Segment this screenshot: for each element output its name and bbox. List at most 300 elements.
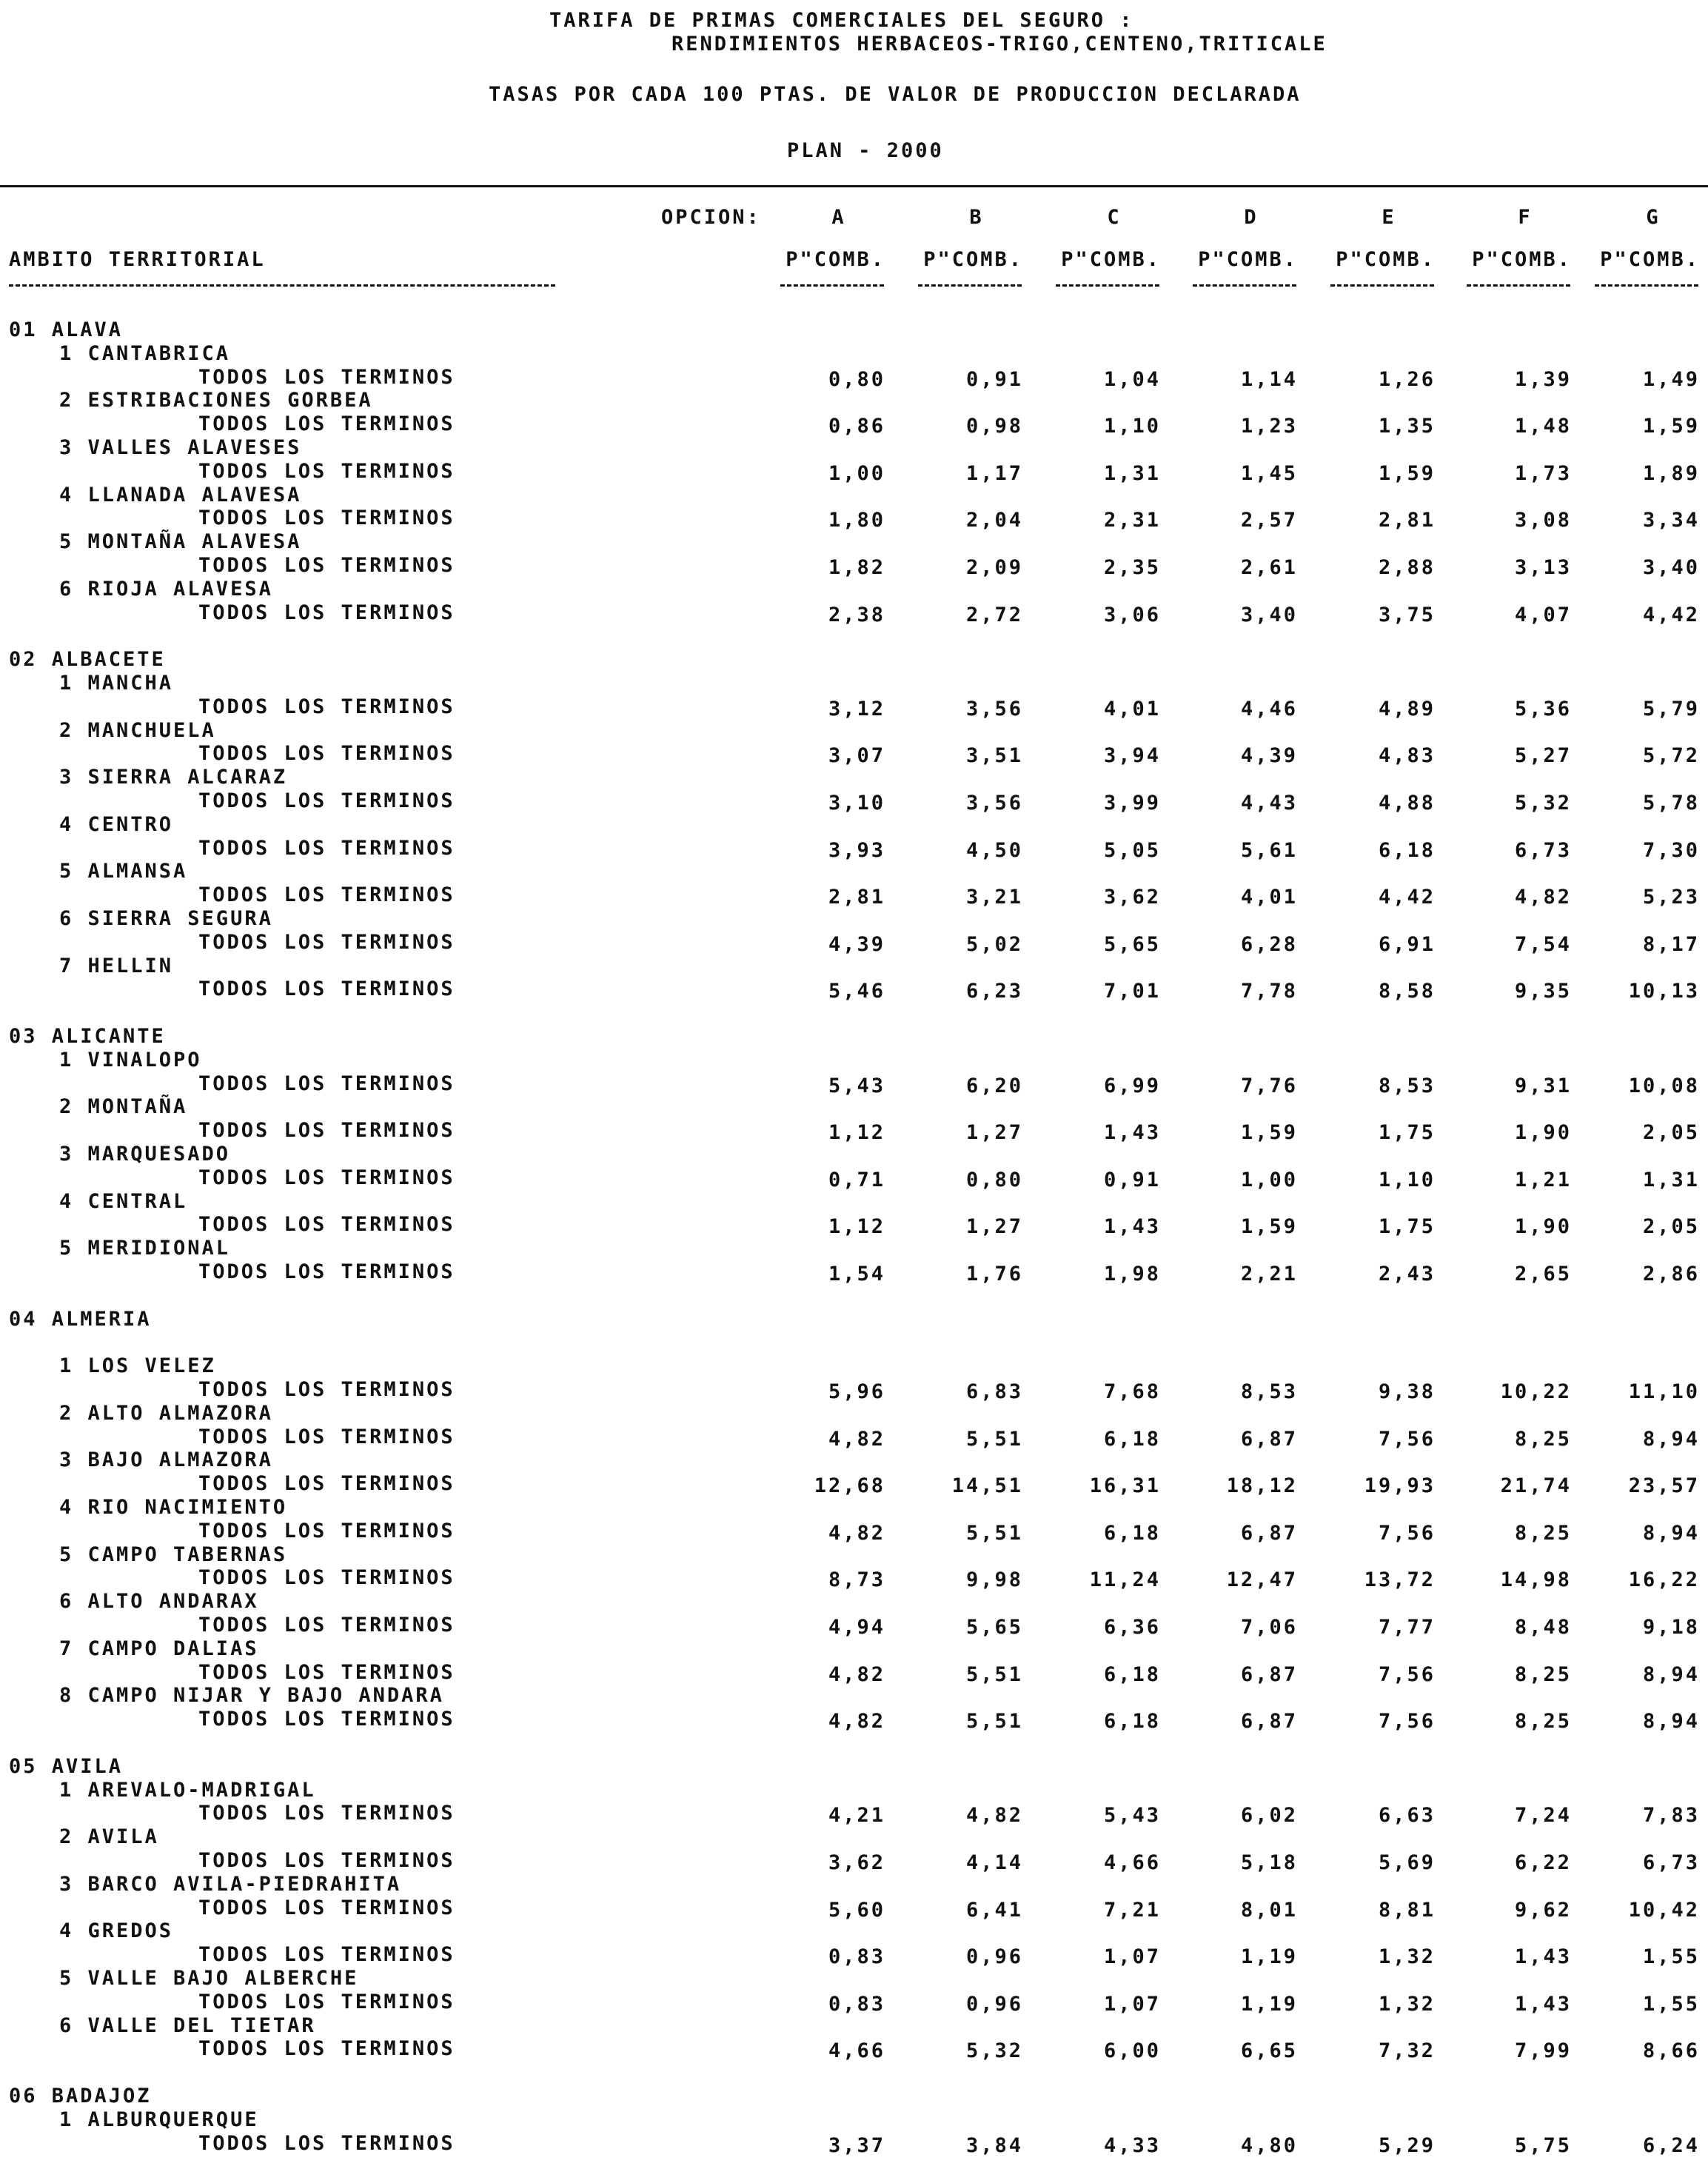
region-name: 3 BAJO ALMAZORA <box>59 1448 273 1472</box>
province-name: 04 ALMERIA <box>9 1307 152 1331</box>
rate-cell: 4,07 <box>1514 603 1572 626</box>
rate-cell: 6,18 <box>1103 1521 1161 1545</box>
rate-cell: 3,08 <box>1514 509 1572 532</box>
rate-cell: 6,00 <box>1103 2039 1161 2063</box>
region-name: 6 VALLE DEL TIETAR <box>59 2013 316 2037</box>
term-label: TODOS LOS TERMINOS <box>198 1943 455 1967</box>
region-name: 2 ESTRIBACIONES GORBEA <box>59 389 373 412</box>
option-a: A <box>831 206 846 229</box>
region-name: 7 HELLIN <box>59 954 174 977</box>
rate-cell: 0,80 <box>965 1168 1023 1191</box>
rate-cell: 9,18 <box>1642 1616 1700 1639</box>
rate-cell: 10,22 <box>1500 1380 1572 1403</box>
rate-cell: 1,07 <box>1103 1945 1161 1969</box>
rate-cell: 0,71 <box>828 1168 885 1191</box>
rate-cell: 5,32 <box>1514 792 1572 815</box>
rate-cell: 1,45 <box>1240 461 1298 485</box>
rate-cell: 4,66 <box>1103 1851 1161 1874</box>
region-name: 1 AREVALO-MADRIGAL <box>59 1778 316 1802</box>
rate-cell: 1,39 <box>1514 367 1572 391</box>
rate-cell: 4,50 <box>965 838 1023 862</box>
term-label: TODOS LOS TERMINOS <box>198 459 455 483</box>
rate-cell: 1,59 <box>1240 1121 1298 1145</box>
column-header-pcomb: P"COMB. <box>1198 248 1298 271</box>
rate-cell: 10,13 <box>1628 980 1700 1003</box>
rate-cell: 4,82 <box>828 1710 885 1734</box>
rate-cell: 3,10 <box>828 792 885 815</box>
region-name: 1 CANTABRICA <box>59 341 231 365</box>
rate-cell: 1,19 <box>1240 1945 1298 1969</box>
rate-cell: 1,43 <box>1103 1121 1161 1145</box>
rate-cell: 6,18 <box>1103 1427 1161 1451</box>
rate-cell: 4,88 <box>1378 792 1436 815</box>
rate-cell: 10,42 <box>1628 1898 1700 1922</box>
rate-cell: 5,51 <box>965 1710 1023 1734</box>
rate-cell: 1,00 <box>828 461 885 485</box>
region-name: 7 CAMPO DALIAS <box>59 1637 259 1660</box>
rate-cell: 8,25 <box>1514 1427 1572 1451</box>
rate-cell: 1,32 <box>1378 1945 1436 1969</box>
rate-cell: 0,83 <box>828 1992 885 2016</box>
rate-cell: 1,59 <box>1378 461 1436 485</box>
rate-cell: 4,42 <box>1642 603 1700 626</box>
rate-cell: 8,25 <box>1514 1662 1572 1686</box>
rate-cell: 4,46 <box>1240 697 1298 721</box>
term-label: TODOS LOS TERMINOS <box>198 2131 455 2155</box>
rate-cell: 5,60 <box>828 1898 885 1922</box>
rate-cell: 23,57 <box>1628 1474 1700 1498</box>
plan-label: PLAN - 2000 <box>787 139 944 162</box>
rate-cell: 1,10 <box>1378 1168 1436 1191</box>
region-name: 1 MANCHA <box>59 672 174 695</box>
rate-cell: 8,01 <box>1240 1898 1298 1922</box>
term-label: TODOS LOS TERMINOS <box>198 554 455 577</box>
title-line-2: RENDIMIENTOS HERBACEOS-TRIGO,CENTENO,TRITICALE <box>672 33 1327 56</box>
region-name: 5 MONTAÑA ALAVESA <box>59 530 302 554</box>
rate-cell: 7,83 <box>1642 1804 1700 1828</box>
rate-cell: 6,18 <box>1378 838 1436 862</box>
rate-cell: 5,05 <box>1103 838 1161 862</box>
rate-cell: 4,82 <box>828 1427 885 1451</box>
term-label: TODOS LOS TERMINOS <box>198 1072 455 1095</box>
ambito-underline <box>9 284 555 287</box>
option-c: C <box>1107 206 1122 229</box>
rate-cell: 2,31 <box>1103 509 1161 532</box>
rate-cell: 1,59 <box>1642 415 1700 438</box>
rate-cell: 8,94 <box>1642 1710 1700 1734</box>
region-name: 6 RIOJA ALAVESA <box>59 577 273 601</box>
rate-cell: 2,43 <box>1378 1263 1436 1286</box>
rate-cell: 9,31 <box>1514 1074 1572 1097</box>
rate-cell: 8,53 <box>1240 1380 1298 1403</box>
rate-cell: 0,86 <box>828 415 885 438</box>
rate-cell: 1,10 <box>1103 415 1161 438</box>
column-header-pcomb: P"COMB. <box>923 248 1023 271</box>
rate-cell: 4,94 <box>828 1616 885 1639</box>
rate-cell: 8,17 <box>1642 932 1700 956</box>
rate-cell: 4,82 <box>965 1804 1023 1828</box>
region-name: 6 ALTO ANDARAX <box>59 1590 259 1614</box>
term-label: TODOS LOS TERMINOS <box>198 412 455 436</box>
rate-cell: 6,24 <box>1642 2133 1700 2157</box>
rate-cell: 1,21 <box>1514 1168 1572 1191</box>
rate-cell: 3,51 <box>965 744 1023 768</box>
rate-cell: 1,48 <box>1514 415 1572 438</box>
rate-cell: 6,36 <box>1103 1616 1161 1639</box>
rate-cell: 7,54 <box>1514 932 1572 956</box>
rate-cell: 1,90 <box>1514 1121 1572 1145</box>
region-name: 3 SIERRA ALCARAZ <box>59 766 288 789</box>
rate-cell: 3,56 <box>965 792 1023 815</box>
rate-cell: 1,19 <box>1240 1992 1298 2016</box>
rate-cell: 8,94 <box>1642 1427 1700 1451</box>
term-label: TODOS LOS TERMINOS <box>198 507 455 530</box>
rate-cell: 4,33 <box>1103 2133 1161 2157</box>
region-name: 2 AVILA <box>59 1825 159 1849</box>
term-label: TODOS LOS TERMINOS <box>198 365 455 389</box>
rate-cell: 5,79 <box>1642 697 1700 721</box>
rate-cell: 1,27 <box>965 1215 1023 1239</box>
rate-cell: 3,62 <box>828 1851 885 1874</box>
ambito-territorial-header: AMBITO TERRITORIAL <box>9 248 266 271</box>
region-name: 1 VINALOPO <box>59 1048 202 1072</box>
rate-cell: 3,12 <box>828 697 885 721</box>
rate-cell: 5,51 <box>965 1427 1023 1451</box>
rate-cell: 4,80 <box>1240 2133 1298 2157</box>
rate-cell: 6,83 <box>965 1380 1023 1403</box>
term-label: TODOS LOS TERMINOS <box>198 883 455 907</box>
rate-cell: 6,99 <box>1103 1074 1161 1097</box>
region-name: 6 SIERRA SEGURA <box>59 907 273 930</box>
rate-cell: 5,02 <box>965 932 1023 956</box>
region-name: 3 VALLES ALAVESES <box>59 436 302 459</box>
rate-cell: 4,82 <box>828 1662 885 1686</box>
province-name: 03 ALICANTE <box>9 1025 166 1048</box>
term-label: TODOS LOS TERMINOS <box>198 1802 455 1825</box>
rate-cell: 16,31 <box>1089 1474 1161 1498</box>
rate-cell: 7,32 <box>1378 2039 1436 2063</box>
term-label: TODOS LOS TERMINOS <box>198 1660 455 1684</box>
column-header-pcomb: P"COMB. <box>786 248 885 271</box>
title-line-1: TARIFA DE PRIMAS COMERCIALES DEL SEGURO : <box>549 9 1134 32</box>
rate-cell: 5,72 <box>1642 744 1700 768</box>
rate-cell: 9,98 <box>965 1568 1023 1592</box>
rate-cell: 4,39 <box>828 932 885 956</box>
rate-cell: 3,07 <box>828 744 885 768</box>
rate-cell: 2,61 <box>1240 556 1298 579</box>
rate-cell: 5,61 <box>1240 838 1298 862</box>
rate-cell: 1,23 <box>1240 415 1298 438</box>
column-underline <box>780 284 884 287</box>
rate-cell: 1,35 <box>1378 415 1436 438</box>
rate-cell: 1,75 <box>1378 1121 1436 1145</box>
region-name: 4 CENTRAL <box>59 1189 188 1213</box>
region-name: 1 ALBURQUERQUE <box>59 2107 259 2131</box>
term-label: TODOS LOS TERMINOS <box>198 1472 455 1496</box>
term-label: TODOS LOS TERMINOS <box>198 2037 455 2061</box>
region-name: 2 MONTAÑA <box>59 1095 188 1119</box>
rate-cell: 1,12 <box>828 1121 885 1145</box>
province-name: 05 AVILA <box>9 1754 124 1778</box>
region-name: 5 ALMANSA <box>59 860 188 883</box>
rate-cell: 6,18 <box>1103 1662 1161 1686</box>
column-underline <box>1595 284 1698 287</box>
rate-cell: 7,56 <box>1378 1427 1436 1451</box>
rate-cell: 11,10 <box>1628 1380 1700 1403</box>
rate-cell: 1,73 <box>1514 461 1572 485</box>
term-label: TODOS LOS TERMINOS <box>198 1213 455 1237</box>
rate-cell: 3,84 <box>965 2133 1023 2157</box>
term-label: TODOS LOS TERMINOS <box>198 1519 455 1542</box>
rate-cell: 2,81 <box>828 886 885 909</box>
rate-cell: 1,00 <box>1240 1168 1298 1191</box>
rate-cell: 4,82 <box>1514 886 1572 909</box>
rate-cell: 1,14 <box>1240 367 1298 391</box>
rate-cell: 1,43 <box>1103 1215 1161 1239</box>
rate-cell: 2,35 <box>1103 556 1161 579</box>
term-label: TODOS LOS TERMINOS <box>198 742 455 766</box>
region-name: 3 MARQUESADO <box>59 1143 231 1166</box>
region-name: 5 CAMPO TABERNAS <box>59 1542 288 1566</box>
rate-cell: 2,09 <box>965 556 1023 579</box>
option-e: E <box>1382 206 1396 229</box>
region-name: 3 BARCO AVILA-PIEDRAHITA <box>59 1872 402 1896</box>
column-header-pcomb: P"COMB. <box>1600 248 1700 271</box>
rate-cell: 6,23 <box>965 980 1023 1003</box>
rate-cell: 1,43 <box>1514 1945 1572 1969</box>
rate-cell: 1,76 <box>965 1263 1023 1286</box>
rate-cell: 3,99 <box>1103 792 1161 815</box>
rate-cell: 2,65 <box>1514 1263 1572 1286</box>
rate-cell: 2,57 <box>1240 509 1298 532</box>
rate-cell: 7,21 <box>1103 1898 1161 1922</box>
rate-cell: 1,17 <box>965 461 1023 485</box>
rate-cell: 5,96 <box>828 1380 885 1403</box>
rate-cell: 2,86 <box>1642 1263 1700 1286</box>
rate-cell: 0,83 <box>828 1945 885 1969</box>
region-name: 4 GREDOS <box>59 1919 174 1943</box>
option-g: G <box>1646 206 1661 229</box>
rate-cell: 0,96 <box>965 1992 1023 2016</box>
rate-cell: 5,18 <box>1240 1851 1298 1874</box>
rate-cell: 6,02 <box>1240 1804 1298 1828</box>
rate-cell: 9,62 <box>1514 1898 1572 1922</box>
rate-cell: 1,12 <box>828 1215 885 1239</box>
rate-cell: 8,66 <box>1642 2039 1700 2063</box>
rate-cell: 2,05 <box>1642 1121 1700 1145</box>
rate-cell: 8,48 <box>1514 1616 1572 1639</box>
rate-cell: 1,43 <box>1514 1992 1572 2016</box>
term-label: TODOS LOS TERMINOS <box>198 601 455 624</box>
rate-cell: 8,58 <box>1378 980 1436 1003</box>
option-label: OPCION: <box>661 206 761 229</box>
rate-cell: 2,04 <box>965 509 1023 532</box>
province-name: 06 BADAJOZ <box>9 2085 152 2107</box>
term-label: TODOS LOS TERMINOS <box>198 1119 455 1143</box>
rate-cell: 1,07 <box>1103 1992 1161 2016</box>
rate-cell: 5,69 <box>1378 1851 1436 1874</box>
column-header-pcomb: P"COMB. <box>1061 248 1161 271</box>
rate-cell: 1,55 <box>1642 1945 1700 1969</box>
rate-cell: 1,80 <box>828 509 885 532</box>
rate-cell: 5,29 <box>1378 2133 1436 2157</box>
rate-cell: 7,56 <box>1378 1521 1436 1545</box>
region-name: 2 MANCHUELA <box>59 718 216 742</box>
region-name: 2 ALTO ALMAZORA <box>59 1401 273 1425</box>
rate-cell: 5,75 <box>1514 2133 1572 2157</box>
rate-cell: 1,26 <box>1378 367 1436 391</box>
rate-cell: 1,98 <box>1103 1263 1161 1286</box>
rate-cell: 6,18 <box>1103 1710 1161 1734</box>
rate-cell: 1,90 <box>1514 1215 1572 1239</box>
rate-cell: 7,99 <box>1514 2039 1572 2063</box>
rate-cell: 6,65 <box>1240 2039 1298 2063</box>
rate-cell: 6,22 <box>1514 1851 1572 1874</box>
term-label: TODOS LOS TERMINOS <box>198 1896 455 1919</box>
rate-cell: 7,68 <box>1103 1380 1161 1403</box>
rate-cell: 4,82 <box>828 1521 885 1545</box>
rate-cell: 5,51 <box>965 1521 1023 1545</box>
rate-cell: 14,98 <box>1500 1568 1572 1592</box>
rate-cell: 2,88 <box>1378 556 1436 579</box>
rate-cell: 3,40 <box>1642 556 1700 579</box>
subtitle: TASAS POR CADA 100 PTAS. DE VALOR DE PRODUCCION DECLARADA <box>489 83 1302 106</box>
rate-cell: 4,39 <box>1240 744 1298 768</box>
rate-cell: 3,75 <box>1378 603 1436 626</box>
rate-cell: 6,63 <box>1378 1804 1436 1828</box>
rate-cell: 5,43 <box>828 1074 885 1097</box>
rate-cell: 3,13 <box>1514 556 1572 579</box>
rate-cell: 3,34 <box>1642 509 1700 532</box>
term-label: TODOS LOS TERMINOS <box>198 1378 455 1401</box>
rate-cell: 0,96 <box>965 1945 1023 1969</box>
rate-cell: 4,43 <box>1240 792 1298 815</box>
term-label: TODOS LOS TERMINOS <box>198 930 455 954</box>
rate-cell: 5,46 <box>828 980 885 1003</box>
term-label: TODOS LOS TERMINOS <box>198 977 455 1001</box>
rate-cell: 1,75 <box>1378 1215 1436 1239</box>
rate-cell: 6,20 <box>965 1074 1023 1097</box>
header-rule <box>0 185 1708 187</box>
rate-cell: 12,47 <box>1226 1568 1298 1592</box>
rate-cell: 6,87 <box>1240 1427 1298 1451</box>
rate-cell: 7,24 <box>1514 1804 1572 1828</box>
column-underline <box>1056 284 1159 287</box>
rate-cell: 12,68 <box>814 1474 885 1498</box>
region-name: 5 VALLE BAJO ALBERCHE <box>59 1967 359 1990</box>
term-label: TODOS LOS TERMINOS <box>198 1708 455 1731</box>
column-underline <box>1193 284 1296 287</box>
rate-cell: 6,41 <box>965 1898 1023 1922</box>
rate-cell: 3,93 <box>828 838 885 862</box>
rate-cell: 8,73 <box>828 1568 885 1592</box>
rate-cell: 4,14 <box>965 1851 1023 1874</box>
region-name: 8 CAMPO NIJAR Y BAJO ANDARA <box>59 1684 444 1708</box>
rate-cell: 6,87 <box>1240 1662 1298 1686</box>
rate-cell: 5,78 <box>1642 792 1700 815</box>
rate-cell: 1,04 <box>1103 367 1161 391</box>
column-underline <box>1330 284 1434 287</box>
rate-cell: 1,59 <box>1240 1215 1298 1239</box>
column-header-pcomb: P"COMB. <box>1472 248 1572 271</box>
rate-cell: 0,91 <box>965 367 1023 391</box>
rate-cell: 1,32 <box>1378 1992 1436 2016</box>
rate-cell: 0,98 <box>965 415 1023 438</box>
rate-cell: 6,73 <box>1642 1851 1700 1874</box>
rate-cell: 1,54 <box>828 1263 885 1286</box>
rate-cell: 0,91 <box>1103 1168 1161 1191</box>
rate-cell: 1,49 <box>1642 367 1700 391</box>
region-name: 1 LOS VELEZ <box>59 1354 216 1378</box>
term-label: TODOS LOS TERMINOS <box>198 1849 455 1872</box>
rate-cell: 1,31 <box>1642 1168 1700 1191</box>
column-header-pcomb: P"COMB. <box>1336 248 1436 271</box>
rate-cell: 5,43 <box>1103 1804 1161 1828</box>
term-label: TODOS LOS TERMINOS <box>198 1425 455 1448</box>
rate-cell: 4,42 <box>1378 886 1436 909</box>
rate-cell: 8,81 <box>1378 1898 1436 1922</box>
rate-cell: 6,28 <box>1240 932 1298 956</box>
term-label: TODOS LOS TERMINOS <box>198 1166 455 1189</box>
rate-cell: 9,35 <box>1514 980 1572 1003</box>
rate-cell: 14,51 <box>951 1474 1023 1498</box>
column-underline <box>918 284 1022 287</box>
rate-cell: 3,21 <box>965 886 1023 909</box>
province-name: 01 ALAVA <box>9 318 124 341</box>
rate-cell: 3,56 <box>965 697 1023 721</box>
rate-cell: 6,87 <box>1240 1710 1298 1734</box>
rate-cell: 8,25 <box>1514 1521 1572 1545</box>
rate-cell: 2,21 <box>1240 1263 1298 1286</box>
rate-cell: 7,30 <box>1642 838 1700 862</box>
rate-cell: 7,56 <box>1378 1662 1436 1686</box>
rate-cell: 2,05 <box>1642 1215 1700 1239</box>
region-name: 4 LLANADA ALAVESA <box>59 483 302 507</box>
rate-cell: 11,24 <box>1089 1568 1161 1592</box>
rate-cell: 8,53 <box>1378 1074 1436 1097</box>
rate-cell: 19,93 <box>1364 1474 1436 1498</box>
region-name: 4 CENTRO <box>59 812 174 836</box>
rate-cell: 13,72 <box>1364 1568 1436 1592</box>
term-label: TODOS LOS TERMINOS <box>198 789 455 812</box>
rate-cell: 7,06 <box>1240 1616 1298 1639</box>
term-label: TODOS LOS TERMINOS <box>198 695 455 718</box>
rate-cell: 1,31 <box>1103 461 1161 485</box>
rate-cell: 2,72 <box>965 603 1023 626</box>
rate-cell: 1,27 <box>965 1121 1023 1145</box>
rate-cell: 1,82 <box>828 556 885 579</box>
rate-cell: 2,81 <box>1378 509 1436 532</box>
term-label: TODOS LOS TERMINOS <box>198 1990 455 2013</box>
rate-cell: 5,65 <box>1103 932 1161 956</box>
rate-cell: 3,37 <box>828 2133 885 2157</box>
rate-cell: 5,32 <box>965 2039 1023 2063</box>
rate-cell: 1,55 <box>1642 1992 1700 2016</box>
term-label: TODOS LOS TERMINOS <box>198 836 455 860</box>
rate-cell: 18,12 <box>1226 1474 1298 1498</box>
region-name: 4 RIO NACIMIENTO <box>59 1496 288 1519</box>
rate-cell: 5,65 <box>965 1616 1023 1639</box>
rate-cell: 6,73 <box>1514 838 1572 862</box>
rate-cell: 1,89 <box>1642 461 1700 485</box>
rate-cell: 2,38 <box>828 603 885 626</box>
rate-cell: 3,06 <box>1103 603 1161 626</box>
rate-cell: 4,21 <box>828 1804 885 1828</box>
region-name: 5 MERIDIONAL <box>59 1237 231 1260</box>
rate-cell: 4,01 <box>1103 697 1161 721</box>
option-d: D <box>1244 206 1259 229</box>
rate-cell: 8,25 <box>1514 1710 1572 1734</box>
